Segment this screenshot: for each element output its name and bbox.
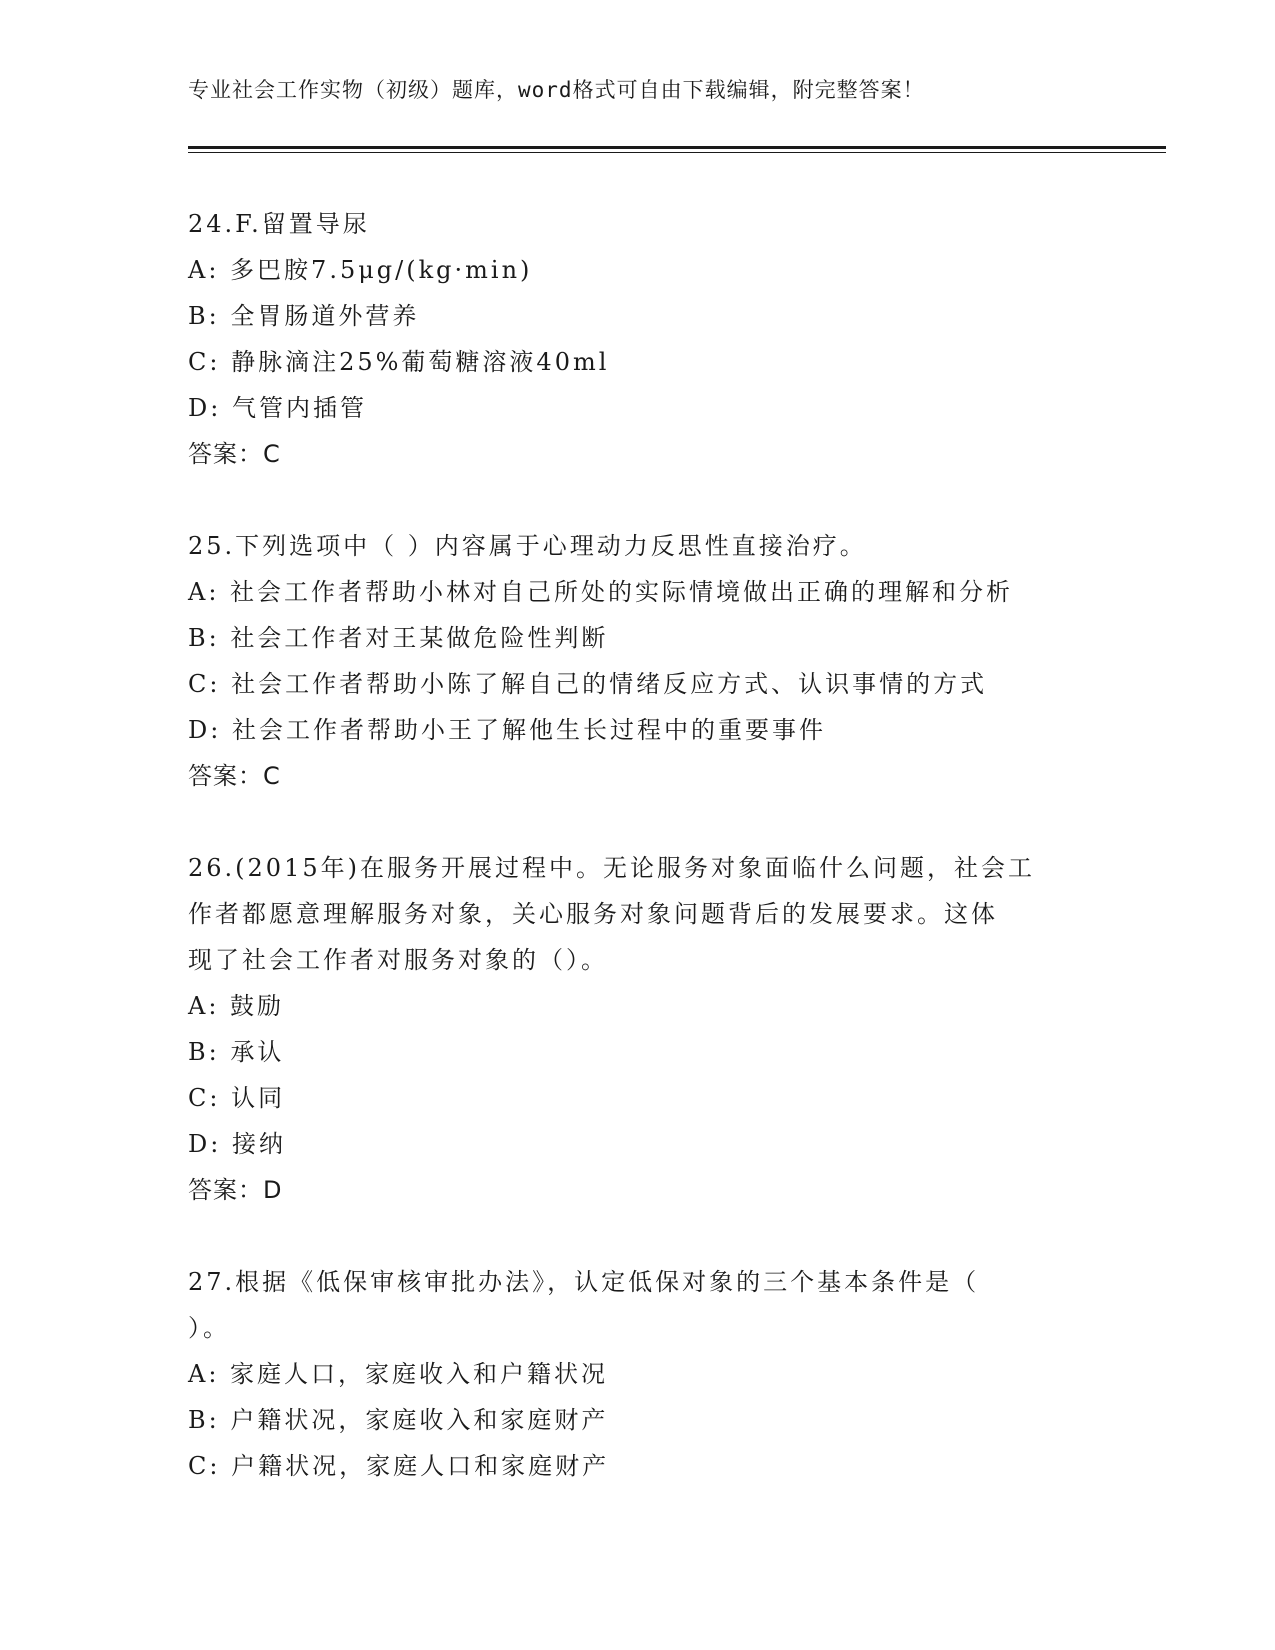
answer: 答案：D bbox=[188, 1176, 283, 1204]
option-b: B: 全胃肠道外营养 bbox=[188, 302, 420, 330]
answer: 答案：C bbox=[188, 762, 281, 790]
header-rule-thick bbox=[188, 146, 1166, 149]
option-c: C: 静脉滴注25%葡萄糖溶液40ml bbox=[188, 348, 610, 376]
option-a: A: 社会工作者帮助小林对自己所处的实际情境做出正确的理解和分析 bbox=[188, 578, 1014, 606]
option-b: B: 社会工作者对王某做危险性判断 bbox=[188, 624, 609, 652]
question-stem-line-3: 现了社会工作者对服务对象的（）。 bbox=[188, 946, 608, 974]
option-a: A: 家庭人口，家庭收入和户籍状况 bbox=[188, 1360, 609, 1388]
question-25 bbox=[188, 523, 1088, 799]
page-header: 专业社会工作实物（初级）题库，word格式可自由下载编辑，附完整答案！ bbox=[188, 78, 925, 102]
question-stem-line-1: 26.(2015年)在服务开展过程中。无论服务对象面临什么问题，社会工 bbox=[188, 854, 1035, 882]
option-a: A: 鼓励 bbox=[188, 992, 285, 1020]
question-stem-line-2: 作者都愿意理解服务对象，关心服务对象问题背后的发展要求。这体 bbox=[188, 900, 998, 928]
question-stem-line-1: 27.根据《低保审核审批办法》，认定低保对象的三个基本条件是（ bbox=[188, 1268, 980, 1296]
question-stem: 25.下列选项中（ ）内容属于心理动力反思性直接治疗。 bbox=[188, 532, 867, 560]
question-26 bbox=[188, 845, 1088, 1213]
option-b: B: 承认 bbox=[188, 1038, 285, 1066]
question-27 bbox=[188, 1259, 1088, 1489]
question-stem: 24.F.留置导尿 bbox=[188, 210, 370, 238]
question-list bbox=[188, 201, 1088, 1489]
option-d: D: 社会工作者帮助小王了解他生长过程中的重要事件 bbox=[188, 716, 826, 744]
answer: 答案：C bbox=[188, 440, 281, 468]
header-rule-thin bbox=[188, 152, 1166, 153]
option-c: C: 社会工作者帮助小陈了解自己的情绪反应方式、认识事情的方式 bbox=[188, 670, 988, 698]
option-d: D: 接纳 bbox=[188, 1130, 286, 1158]
question-stem-line-2: ）。 bbox=[188, 1314, 230, 1342]
option-d: D: 气管内插管 bbox=[188, 394, 367, 422]
spacer bbox=[188, 477, 1088, 523]
spacer bbox=[188, 799, 1088, 845]
option-b: B: 户籍状况，家庭收入和家庭财产 bbox=[188, 1406, 609, 1434]
spacer bbox=[188, 1213, 1088, 1259]
option-c: C: 认同 bbox=[188, 1084, 286, 1112]
option-c: C: 户籍状况，家庭人口和家庭财产 bbox=[188, 1452, 610, 1480]
option-a: A: 多巴胺7.5μg/(kg·min) bbox=[188, 256, 533, 284]
question-24 bbox=[188, 201, 1088, 477]
